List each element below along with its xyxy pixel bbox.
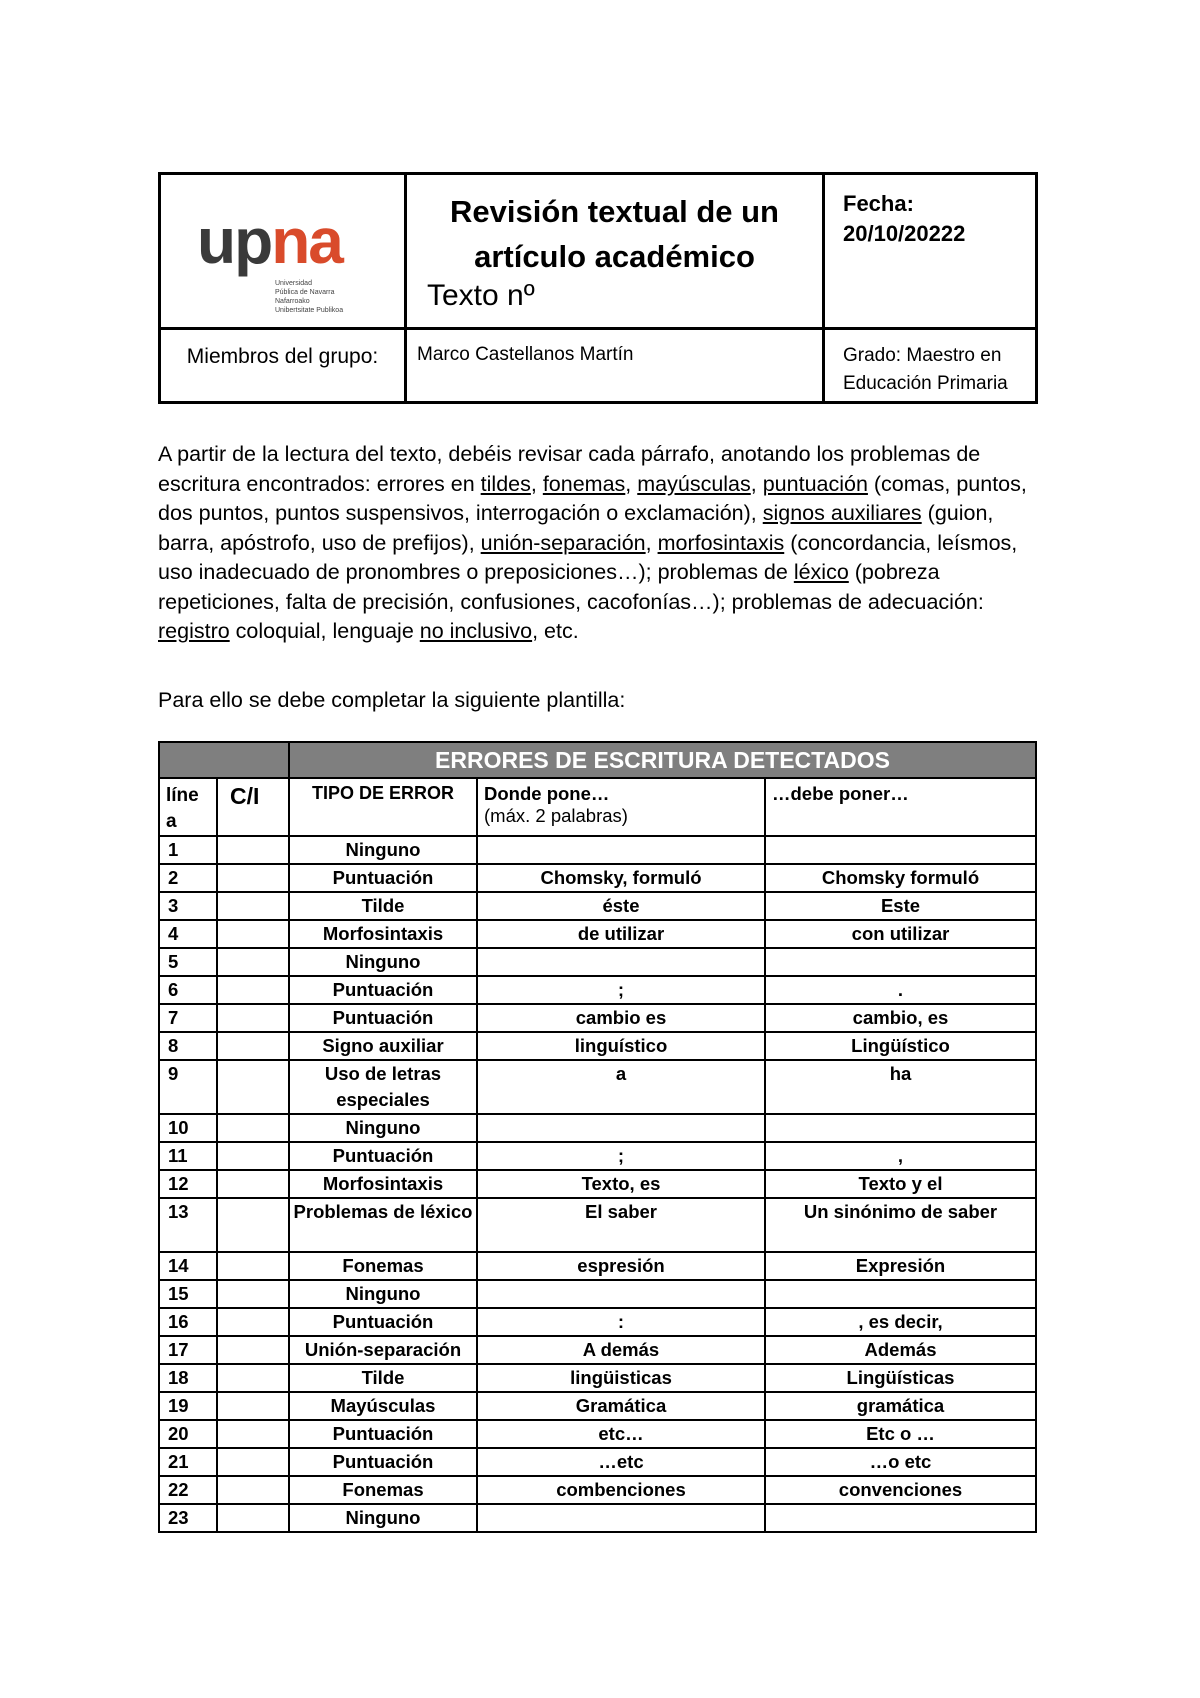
row-number: 22 (159, 1476, 217, 1504)
row-ci (217, 1280, 289, 1308)
row-debe: Lingüístico (765, 1032, 1036, 1060)
row-donde: etc… (477, 1420, 765, 1448)
template-lead: Para ello se debe completar la siguiente plantilla: (158, 688, 626, 712)
logo-caption: Universidad Pública de Navarra Nafarroako Unibertsitate Publikoa (275, 280, 344, 314)
row-donde: Gramática (477, 1392, 765, 1420)
row-number: 12 (159, 1170, 217, 1198)
table-row (159, 1280, 1036, 1308)
row-tipo: Morfosintaxis (289, 1170, 477, 1198)
row-ci (217, 920, 289, 948)
table-row (159, 1336, 1036, 1364)
row-debe: Además (765, 1336, 1036, 1364)
document-title: Revisión textual de un artículo académico (449, 194, 779, 274)
title-cell (406, 174, 824, 329)
row-number: 4 (159, 920, 217, 948)
row-donde (477, 1504, 765, 1532)
row-tipo: Ninguno (289, 1280, 477, 1308)
row-tipo: Puntuación (289, 1448, 477, 1476)
fecha-value: 20/10/20222 (843, 221, 966, 246)
row-donde (477, 1114, 765, 1142)
row-ci (217, 1252, 289, 1280)
texto-number-label: Texto nº (427, 279, 535, 312)
row-ci (217, 1476, 289, 1504)
row-donde: de utilizar (477, 920, 765, 948)
table-row (159, 1364, 1036, 1392)
row-tipo: Uso de letras especiales (289, 1060, 477, 1114)
table-row (159, 976, 1036, 1004)
row-debe: …o etc (765, 1448, 1036, 1476)
members-value: Marco Castellanos Martín (406, 329, 824, 403)
row-tipo: Signo auxiliar (289, 1032, 477, 1060)
row-donde: ; (477, 976, 765, 1004)
table-row (159, 1060, 1036, 1114)
grado-cell: Grado: Maestro en Educación Primaria (824, 329, 1037, 403)
table-row (159, 1114, 1036, 1142)
row-tipo: Problemas de léxico (289, 1198, 477, 1252)
row-ci (217, 948, 289, 976)
row-debe: , (765, 1142, 1036, 1170)
row-donde: combenciones (477, 1476, 765, 1504)
row-tipo: Tilde (289, 1364, 477, 1392)
row-tipo: Tilde (289, 892, 477, 920)
row-number: 11 (159, 1142, 217, 1170)
row-ci (217, 1448, 289, 1476)
row-donde (477, 948, 765, 976)
row-ci (217, 1032, 289, 1060)
instructions-paragraph: A partir de la lectura del texto, debéis revisar cada párrafo, anotando los problemas de escritura encontrados: errores en tildes, fonemas, mayúsculas, puntuación (comas, puntos, dos puntos, puntos suspensivos, interrogación o exclamación), signos auxiliares (guion, barra, apóstrofo, uso de prefijos), unión-separación, morfosintaxis (concordancia, leísmos, uso inadecuado de pronombres o preposiciones…); problemas de léxico (pobreza repeticiones, falta de precisión, confusiones, cacofonías…); problemas de adecuación: registro coloquial, lenguaje no inclusivo, etc. (158, 442, 1027, 643)
row-ci (217, 1142, 289, 1170)
row-debe (765, 836, 1036, 864)
row-donde: Texto, es (477, 1170, 765, 1198)
row-ci (217, 1004, 289, 1032)
row-debe: ha (765, 1060, 1036, 1114)
row-number: 7 (159, 1004, 217, 1032)
row-number: 5 (159, 948, 217, 976)
row-tipo: Puntuación (289, 1004, 477, 1032)
row-debe (765, 1114, 1036, 1142)
table-band-title: ERRORES DE ESCRITURA DETECTADOS (289, 742, 1036, 778)
col-ci: C/I (217, 778, 289, 836)
row-number: 2 (159, 864, 217, 892)
row-tipo: Puntuación (289, 1142, 477, 1170)
row-donde (477, 836, 765, 864)
row-debe (765, 1504, 1036, 1532)
table-row (159, 1198, 1036, 1252)
row-tipo: Puntuación (289, 976, 477, 1004)
table-row (159, 864, 1036, 892)
row-number: 1 (159, 836, 217, 864)
row-ci (217, 892, 289, 920)
row-ci (217, 836, 289, 864)
row-debe: convenciones (765, 1476, 1036, 1504)
row-tipo: Unión-separación (289, 1336, 477, 1364)
row-tipo: Mayúsculas (289, 1392, 477, 1420)
row-ci (217, 1364, 289, 1392)
row-debe: cambio, es (765, 1004, 1036, 1032)
table-row (159, 1252, 1036, 1280)
members-label: Miembros del grupo: (160, 329, 406, 403)
row-ci (217, 1504, 289, 1532)
row-debe: gramática (765, 1392, 1036, 1420)
row-debe: Chomsky formuló (765, 864, 1036, 892)
row-donde: …etc (477, 1448, 765, 1476)
row-donde: El saber (477, 1198, 765, 1252)
table-row (159, 1032, 1036, 1060)
row-number: 20 (159, 1420, 217, 1448)
table-row (159, 1448, 1036, 1476)
band-blank (159, 742, 289, 778)
row-tipo: Morfosintaxis (289, 920, 477, 948)
row-number: 13 (159, 1198, 217, 1252)
row-ci (217, 1170, 289, 1198)
row-tipo: Puntuación (289, 864, 477, 892)
table-row (159, 1420, 1036, 1448)
row-debe: , es decir, (765, 1308, 1036, 1336)
row-donde: lingüisticas (477, 1364, 765, 1392)
row-debe: Expresión (765, 1252, 1036, 1280)
row-number: 14 (159, 1252, 217, 1280)
table-row (159, 1392, 1036, 1420)
row-number: 6 (159, 976, 217, 1004)
row-debe (765, 948, 1036, 976)
row-tipo: Fonemas (289, 1476, 477, 1504)
row-donde: A demás (477, 1336, 765, 1364)
row-ci (217, 1060, 289, 1114)
table-row (159, 1504, 1036, 1532)
row-tipo: Ninguno (289, 1504, 477, 1532)
row-tipo: Fonemas (289, 1252, 477, 1280)
table-row (159, 1170, 1036, 1198)
table-row (159, 1004, 1036, 1032)
row-number: 21 (159, 1448, 217, 1476)
table-row (159, 892, 1036, 920)
table-row (159, 1142, 1036, 1170)
header-table (158, 172, 1038, 404)
table-row (159, 836, 1036, 864)
row-ci (217, 1420, 289, 1448)
logo-text-na: na (271, 205, 342, 277)
logo-text-up: up (197, 205, 272, 277)
logo-cell (160, 174, 406, 329)
row-tipo: Puntuación (289, 1308, 477, 1336)
row-debe: Etc o … (765, 1420, 1036, 1448)
row-debe (765, 1280, 1036, 1308)
row-donde: éste (477, 892, 765, 920)
row-ci (217, 1308, 289, 1336)
row-tipo: Ninguno (289, 948, 477, 976)
row-donde: cambio es (477, 1004, 765, 1032)
errors-table (158, 741, 1037, 1533)
col-donde: Donde pone… (máx. 2 palabras) (477, 778, 765, 836)
row-donde: linguístico (477, 1032, 765, 1060)
row-ci (217, 1114, 289, 1142)
row-number: 15 (159, 1280, 217, 1308)
col-tipo: TIPO DE ERROR (289, 778, 477, 836)
fecha-cell (824, 174, 1037, 329)
row-number: 10 (159, 1114, 217, 1142)
row-donde (477, 1280, 765, 1308)
row-number: 3 (159, 892, 217, 920)
fecha-label: Fecha: (843, 191, 914, 216)
row-number: 8 (159, 1032, 217, 1060)
row-ci (217, 1198, 289, 1252)
row-debe: Lingüísticas (765, 1364, 1036, 1392)
table-row (159, 948, 1036, 976)
row-tipo: Ninguno (289, 836, 477, 864)
table-row (159, 920, 1036, 948)
row-debe: . (765, 976, 1036, 1004)
row-ci (217, 864, 289, 892)
row-number: 19 (159, 1392, 217, 1420)
row-number: 23 (159, 1504, 217, 1532)
row-donde: Chomsky, formuló (477, 864, 765, 892)
col-debe: …debe poner… (765, 778, 1036, 836)
row-donde: ; (477, 1142, 765, 1170)
row-tipo: Ninguno (289, 1114, 477, 1142)
row-debe: Un sinónimo de saber (765, 1198, 1036, 1252)
col-linea: líne a (159, 778, 217, 836)
row-number: 17 (159, 1336, 217, 1364)
row-number: 9 (159, 1060, 217, 1114)
row-number: 18 (159, 1364, 217, 1392)
table-row (159, 1308, 1036, 1336)
row-ci (217, 1336, 289, 1364)
row-tipo: Puntuación (289, 1420, 477, 1448)
row-donde: espresión (477, 1252, 765, 1280)
row-donde: : (477, 1308, 765, 1336)
row-ci (217, 1392, 289, 1420)
row-debe: con utilizar (765, 920, 1036, 948)
row-debe: Texto y el (765, 1170, 1036, 1198)
row-debe: Este (765, 892, 1036, 920)
row-number: 16 (159, 1308, 217, 1336)
row-donde: a (477, 1060, 765, 1114)
row-ci (217, 976, 289, 1004)
table-row (159, 1476, 1036, 1504)
upna-logo (197, 205, 344, 314)
